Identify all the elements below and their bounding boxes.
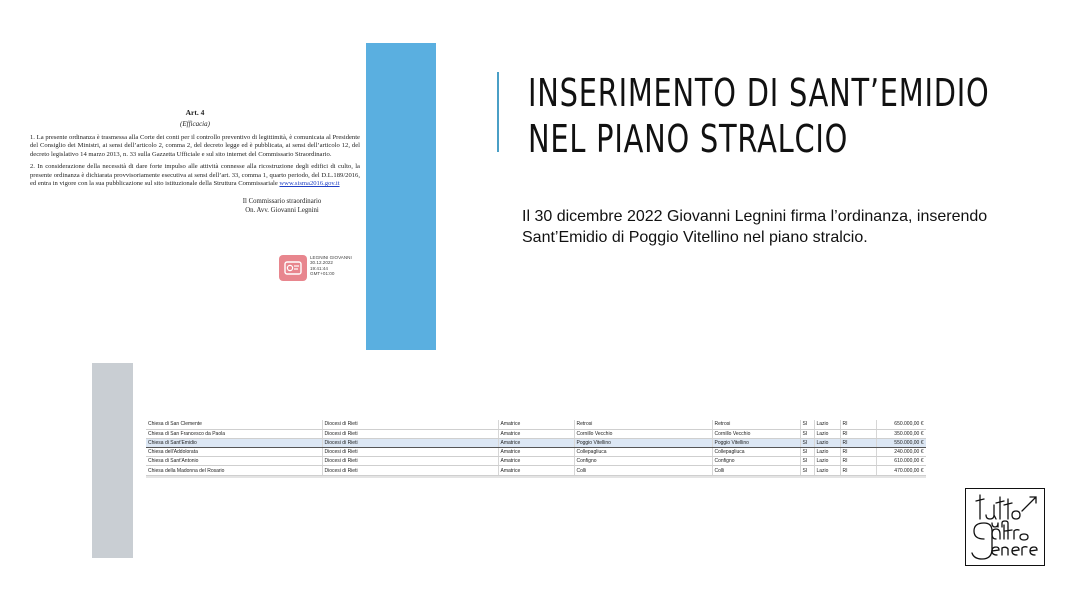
table-cell: Colli: [712, 466, 800, 475]
title-line-2: NEL PIANO STRALCIO: [528, 117, 849, 161]
stamp-line: GMT+01:00: [310, 271, 335, 277]
table-cell: Amatrice: [498, 448, 574, 457]
title-accent-line: [497, 72, 499, 152]
table-cell: SI: [800, 448, 814, 457]
table-cell: Amatrice: [498, 429, 574, 438]
churches-table: [146, 420, 926, 476]
article-paragraph-2: [30, 163, 360, 188]
table-cell: Amatrice: [498, 466, 574, 475]
table-cell: Lazio: [814, 438, 840, 447]
table-cell: SI: [800, 457, 814, 466]
article-heading: Art. 4: [185, 108, 205, 117]
stamp-text: [310, 255, 352, 277]
title-line-1: INSERIMENTO DI SANT’EMIDIO: [528, 71, 990, 115]
table-cell: Amatrice: [498, 438, 574, 447]
table-cell: Lazio: [814, 466, 840, 475]
article-paragraph-1: 1. La presente ordinanza è trasmessa alla Corte dei conti per il controllo preventivo di legittimità, è comunicata al Presidente del Consiglio dei Ministri, ai sensi dell’articolo 2, comma 2, del decreto legge ed è pubblicata, ai sensi dell’articolo 12, del decreto legislativo 14 marzo 2013, n. 33 sulla Gazzetta Ufficiale e sul sito internet del Commissario Straordinario.: [30, 134, 360, 158]
table-cell: Poggio Vitellino: [574, 438, 712, 447]
table-cell: RI: [840, 457, 876, 466]
table-cell: 610.000,00 €: [876, 457, 926, 466]
ordinance-excerpt: [30, 108, 360, 277]
table-cell: Diocesi di Rieti: [322, 448, 498, 457]
table-cell: Chiesa di San Francesco da Paola: [146, 429, 322, 438]
table-cell: Lazio: [814, 448, 840, 457]
table-cell: Diocesi di Rieti: [322, 420, 498, 429]
stamp-line: 19:41:44: [310, 265, 328, 271]
table-cell: Chiesa di Sant'Emidio: [146, 438, 322, 447]
blue-decorative-bar: [366, 43, 436, 350]
table-cell: RI: [840, 466, 876, 475]
table-cell: Amatrice: [498, 457, 574, 466]
table-row: [146, 457, 926, 466]
table-cell: 350.000,00 €: [876, 429, 926, 438]
table-cell: Diocesi di Rieti: [322, 438, 498, 447]
table-cell: Amatrice: [498, 420, 574, 429]
table-cell: Chiesa di Sant'Antonio: [146, 457, 322, 466]
table-cell: SI: [800, 438, 814, 447]
table-cell: RI: [840, 448, 876, 457]
table-cell: Collepagliuca: [712, 448, 800, 457]
table-cell: Chiesa dell'Addolorata: [146, 448, 322, 457]
sisma-link[interactable]: www.sisma2016.gov.it: [279, 180, 340, 188]
slide-body-text: Il 30 dicembre 2022 Giovanni Legnini firma l’ordinanza, inserendo Sant’Emidio di Poggio Vitellino nel piano stralcio.: [522, 208, 988, 246]
table-cell: Configno: [574, 457, 712, 466]
signature-role: Il Commissario straordinario: [242, 198, 322, 206]
gray-decorative-bar: [92, 363, 133, 558]
digital-signature-stamp: [279, 255, 352, 281]
article-subtitle: (Efficacia): [180, 120, 210, 128]
stamp-line: LEGNINI GIOVANNI: [310, 255, 352, 260]
paragraph-2-text: 2. In considerazione della necessità di dare forte impulso alle attività connesse alla ricostruzione degli edifici di culto, la presente ordinanza è dichiarata provvisoriamente esecutiva ai sensi dell’art. 33, comma 1, quarto periodo, del D.L.189/2016, ed entra in vigore con la sua pubblicazione sul sito istituzionale della Struttura Commissariale: [30, 163, 360, 188]
table-cell: Collepagliuca: [574, 448, 712, 457]
table-cell: Chiesa della Madonna del Rosario: [146, 466, 322, 475]
table-row: [146, 429, 926, 438]
table-cell: Retrosi: [574, 420, 712, 429]
table-cell: 650.000,00 €: [876, 420, 926, 429]
table-bottom-edge: [146, 476, 926, 478]
table-cell: Diocesi di Rieti: [322, 429, 498, 438]
table-cell: 240.000,00 €: [876, 448, 926, 457]
table-row-highlighted: [146, 438, 926, 447]
churches-table-excerpt: [146, 420, 926, 482]
table-cell: RI: [840, 420, 876, 429]
table-cell: SI: [800, 429, 814, 438]
signature-block: [222, 198, 342, 215]
table-cell: Chiesa di San Clemente: [146, 420, 322, 429]
table-cell: SI: [800, 420, 814, 429]
table-cell: 550.000,00 €: [876, 438, 926, 447]
stamp-line: 30.12.2022: [310, 260, 333, 266]
table-row: [146, 466, 926, 475]
table-cell: Lazio: [814, 429, 840, 438]
table-cell: Cornillo Vecchio: [712, 429, 800, 438]
signature-seal-icon: [279, 255, 307, 281]
table-cell: Diocesi di Rieti: [322, 466, 498, 475]
table-cell: Retrosi: [712, 420, 800, 429]
table-cell: Diocesi di Rieti: [322, 457, 498, 466]
table-cell: Colli: [574, 466, 712, 475]
table-cell: Lazio: [814, 420, 840, 429]
table-cell: SI: [800, 466, 814, 475]
logo-lettering-icon: [966, 489, 1043, 564]
table-cell: Cornillo Vecchio: [574, 429, 712, 438]
table-row: [146, 420, 926, 429]
table-cell: RI: [840, 438, 876, 447]
signature-name: On. Avv. Giovanni Legnini: [245, 206, 319, 214]
slide-title: [528, 70, 990, 162]
table-cell: Lazio: [814, 457, 840, 466]
table-cell: 470.000,00 €: [876, 466, 926, 475]
table-cell: Poggio Vitellino: [712, 438, 800, 447]
table-row: [146, 448, 926, 457]
tutto-un-altro-genere-logo: [965, 488, 1045, 566]
table-cell: Configno: [712, 457, 800, 466]
table-cell: RI: [840, 429, 876, 438]
